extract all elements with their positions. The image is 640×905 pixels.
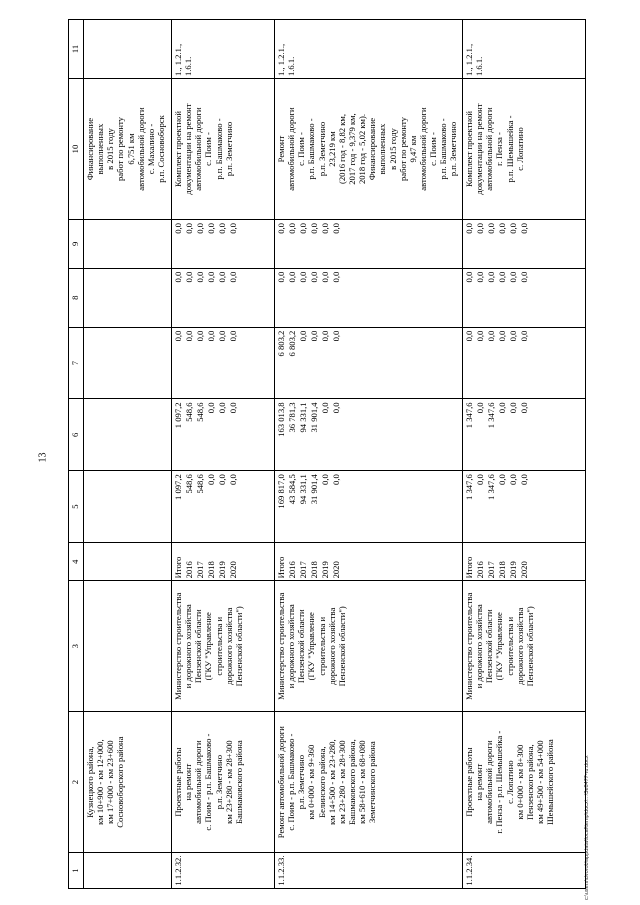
other-amount-cell: [172, 220, 275, 269]
cell-line: 0,0: [217, 330, 227, 342]
cell-line: дорожного хозяйства: [223, 607, 234, 685]
cell-line: Комплект проектной: [464, 111, 474, 188]
cell-line: 0,0: [195, 223, 205, 234]
cell-line: и дорожного хозяйства: [286, 604, 297, 689]
cell-line: Итого: [464, 556, 474, 579]
cell-line: строительства и: [504, 616, 515, 676]
cell-line: 0,0: [320, 271, 330, 283]
cell-line: 0,0: [486, 271, 496, 283]
cell-line: 0,0: [486, 223, 496, 234]
municipal-amount-cell: [84, 268, 172, 327]
cell-line: р.п. Земетчино: [316, 121, 327, 177]
indicator-link-cell: [275, 20, 463, 79]
cell-line: р.п. Башмаково -: [213, 118, 224, 180]
cell-line: работ по ремонту: [115, 117, 126, 182]
cell-line: 9,47 км: [407, 135, 418, 163]
cell-line: 0,0: [508, 402, 518, 414]
cell-line: 1.6.1.: [474, 56, 485, 77]
other-amount-cell: [84, 220, 172, 269]
cell-line: Итого: [276, 556, 286, 579]
cell-line: 2018: [206, 561, 216, 579]
cell-line: км 0+000 - км 9+360: [306, 744, 317, 820]
regional-amount-cell: [84, 327, 172, 399]
cell-line: 169 817,0: [276, 474, 286, 509]
cell-line: 2017: [486, 561, 496, 579]
cell-line: км 49+500 - км 54+000: [534, 740, 545, 824]
cell-line: 6 803,2: [287, 330, 297, 357]
cell-line: 1., 1.2.1.,: [276, 43, 286, 77]
cell-line: 0,0: [184, 223, 194, 234]
cell-line: автомобильной дороги: [484, 740, 495, 824]
cell-line: 2019: [508, 561, 518, 579]
cell-line: Ремонт: [276, 135, 286, 163]
cell-line: р.п. Земетчино: [448, 121, 459, 177]
cell-line: строительства и: [316, 616, 327, 676]
cell-line: 0,0: [276, 271, 286, 283]
table-row: [463, 20, 586, 889]
year-cell: [275, 542, 463, 580]
header-cell: 2: [69, 712, 84, 853]
cell-line: с. Лопатино: [504, 760, 515, 804]
cell-line: 31 901,4: [309, 474, 319, 505]
cell-line: 0,0: [508, 330, 518, 342]
cell-line: 0,0: [217, 271, 227, 283]
cell-line: на ремонт: [183, 763, 194, 801]
cell-line: 23,219 км: [326, 131, 337, 167]
cell-line: 6,751 км: [125, 133, 136, 165]
year-cell: [84, 542, 172, 580]
cell-line: 0,0: [320, 223, 330, 234]
cell-line: 0,0: [519, 402, 529, 414]
cell-line: 0,0: [320, 330, 330, 342]
page-number: 13: [37, 452, 49, 463]
cell-line: с. Махалино -: [145, 123, 156, 175]
cell-line: 0,0: [298, 330, 308, 342]
cell-line: Пензенской области"): [336, 606, 347, 687]
cell-line: Комплект проектной: [173, 111, 183, 188]
cell-line: Пензенского района,: [524, 744, 535, 820]
indicator-link-cell: [172, 20, 275, 79]
cell-line: км 10+900 - км 12+000,: [95, 739, 106, 825]
measure-name-cell: [84, 712, 172, 853]
cell-line: 1., 1.2.1.,: [464, 43, 474, 77]
expected-result-cell: [275, 79, 463, 220]
cell-line: 0,0: [497, 402, 507, 414]
cell-line: 0,0: [331, 402, 341, 414]
cell-line: 0,0: [309, 271, 319, 283]
cell-line: 0,0: [475, 402, 485, 414]
file-path-footer: [584, 755, 590, 901]
expected-result-cell: [463, 79, 586, 220]
cell-line: и дорожного хозяйства: [474, 604, 485, 689]
expected-result-cell: [84, 79, 172, 220]
cell-line: автомобильной дороги: [193, 107, 204, 191]
cell-line: р.п. Башмаково -: [438, 118, 449, 180]
cell-line: р.п. Земетчино: [223, 121, 234, 177]
regional-amount-cell: [172, 327, 275, 399]
cell-line: 0,0: [184, 271, 194, 283]
cell-line: автомобильной дороги: [135, 107, 146, 191]
measure-name-cell: [172, 712, 275, 853]
cell-line: 0,0: [508, 474, 518, 485]
cell-line: 1 347,6: [464, 474, 474, 500]
cell-line: 0,0: [519, 474, 529, 485]
cell-line: (2016 год - 8,82 км,: [336, 114, 347, 185]
cell-line: 548,6: [184, 402, 194, 422]
cell-line: 0,0: [475, 474, 485, 485]
cell-line: Башмаковского района,: [346, 739, 357, 826]
cell-line: 0,0: [173, 330, 183, 342]
cell-line: р.п. Башмаково -: [306, 118, 317, 180]
cell-line: Министерство строительства: [173, 592, 183, 700]
row-number-cell: 1.1.2.34.: [463, 853, 586, 889]
cell-line: 6 803,2: [276, 330, 286, 357]
cell-line: дорожного хозяйства: [514, 607, 525, 685]
cell-line: 1 347,6: [486, 474, 496, 500]
cell-line: 0,0: [206, 330, 216, 342]
cell-line: с. Поим - р.п. Башмаково -: [286, 733, 297, 831]
cell-line: и дорожного хозяйства: [183, 604, 194, 689]
total-amount-cell: [463, 471, 586, 543]
cell-line: 0,0: [464, 223, 474, 234]
cell-line: (ГКУ "Управление: [494, 612, 505, 681]
cell-line: 0,0: [298, 271, 308, 283]
regional-amount-cell: [463, 327, 586, 399]
cell-line: 0,0: [228, 402, 238, 414]
header-cell: 6: [69, 399, 84, 471]
cell-line: документации на ремонт: [183, 103, 194, 195]
cell-line: 0,0: [497, 223, 507, 234]
cell-line: 43 584,5: [287, 474, 297, 505]
cell-line: 2017 год - 9,379 км,: [346, 113, 357, 185]
cell-line: 0,0: [228, 474, 238, 485]
cell-line: Финансирование: [367, 117, 378, 181]
cell-line: г. Пенза - р.п. Шемышейка -: [494, 730, 505, 834]
cell-line: км 14+500 - км 23+280,: [326, 739, 337, 825]
cell-line: Белинского района,: [316, 746, 327, 818]
cell-line: Финансирование: [85, 117, 95, 181]
cell-line: на ремонт: [474, 763, 485, 801]
header-cell: 5: [69, 471, 84, 543]
cell-line: 0,0: [206, 402, 216, 414]
cell-line: 2018 год - 5,02 км).: [357, 114, 368, 185]
cell-line: 0,0: [173, 271, 183, 283]
cell-line: 2016: [184, 561, 194, 579]
cell-line: Проектные работы: [464, 747, 474, 817]
cell-line: Башмаковского района: [233, 740, 244, 824]
cell-line: Сосновоборского района: [115, 736, 126, 828]
cell-line: 0,0: [486, 330, 496, 342]
cell-line: 0,0: [519, 223, 529, 234]
cell-line: Министерство строительства: [464, 592, 474, 700]
table-row: [275, 20, 463, 889]
cell-line: км 17+000 - км 23+600: [105, 740, 116, 824]
cell-line: 0,0: [184, 330, 194, 342]
cell-line: Итого: [173, 556, 183, 579]
cell-line: 0,0: [217, 474, 227, 485]
cell-line: 1 097,2: [173, 402, 183, 429]
indicator-link-cell: [84, 20, 172, 79]
cell-line: 1.6.1.: [286, 56, 297, 77]
municipal-amount-cell: [172, 268, 275, 327]
cell-line: (ГКУ "Управление: [306, 612, 317, 681]
cell-line: 0,0: [320, 402, 330, 414]
cell-line: 0,0: [331, 474, 341, 485]
cell-line: р.п. Земетчино: [213, 754, 224, 810]
cell-line: 0,0: [497, 271, 507, 283]
cell-line: 0,0: [228, 330, 238, 342]
cell-line: 0,0: [206, 271, 216, 283]
cell-line: г. Пенза -: [494, 132, 505, 166]
cell-line: 2018: [309, 561, 319, 579]
cell-line: Пензенской области: [484, 609, 495, 684]
cell-line: 31 901,4: [309, 402, 319, 433]
cell-line: 0,0: [519, 271, 529, 283]
header-cell: 11: [69, 20, 84, 79]
cell-line: 0,0: [217, 402, 227, 414]
measure-name-cell: [275, 712, 463, 853]
cell-line: км 58+610 - км 68+080: [357, 740, 368, 824]
header-row: [69, 20, 84, 889]
cell-line: с. Лопатино: [514, 127, 525, 171]
cell-line: 0,0: [298, 223, 308, 234]
cell-line: автомобильной дороги: [193, 740, 204, 824]
regional-amount-cell: [275, 327, 463, 399]
federal-amount-cell: [463, 399, 586, 471]
cell-line: км 23+280 - км 28+300: [223, 740, 234, 824]
cell-line: дорожного хозяйства: [326, 607, 337, 685]
cell-line: 0,0: [464, 271, 474, 283]
header-cell: 8: [69, 268, 84, 327]
cell-line: выполненных: [95, 123, 106, 175]
cell-line: Министерство строительства: [276, 592, 286, 700]
measure-name-cell: [463, 712, 586, 853]
year-cell: [172, 542, 275, 580]
cell-line: км 0+000 - км 8+300: [514, 744, 525, 820]
federal-amount-cell: [84, 399, 172, 471]
customer-cell: [275, 581, 463, 712]
cell-line: 0,0: [331, 330, 341, 342]
cell-line: 163 013,8: [276, 402, 286, 437]
row-number-cell: [84, 853, 172, 889]
federal-amount-cell: [275, 399, 463, 471]
cell-line: 1 347,6: [464, 402, 474, 429]
cell-line: 0,0: [497, 474, 507, 485]
indicator-link-cell: [463, 20, 586, 79]
other-amount-cell: [463, 220, 586, 269]
cell-line: Пензенской области: [296, 609, 307, 684]
cell-line: Земетчинского района: [367, 741, 378, 823]
cell-line: 0,0: [228, 271, 238, 283]
header-cell: 1: [69, 853, 84, 889]
table-row: [84, 20, 172, 889]
cell-line: в 2015 году: [105, 128, 116, 170]
cell-line: 0,0: [309, 223, 319, 234]
row-number-cell: 1.1.2.32.: [172, 853, 275, 889]
cell-line: документации на ремонт: [474, 103, 485, 195]
cell-line: Шемышейского района: [545, 739, 556, 826]
total-amount-cell: [84, 471, 172, 543]
municipal-amount-cell: [275, 268, 463, 327]
cell-line: 0,0: [287, 223, 297, 234]
cell-line: с. Поим -: [296, 132, 307, 166]
year-cell: [463, 542, 586, 580]
cell-line: 0,0: [276, 223, 286, 234]
cell-line: 2020: [228, 561, 238, 579]
cell-line: строительства и: [213, 616, 224, 676]
cell-line: 0,0: [228, 223, 238, 234]
federal-amount-cell: [172, 399, 275, 471]
cell-line: Пензенской области"): [524, 606, 535, 687]
cell-line: выполненных: [377, 123, 388, 175]
file-path-text: c:\users\dvorob\appdata\local\temp\docx\...\3e8477-ru.docx: [584, 755, 590, 900]
cell-line: 2020: [331, 561, 341, 579]
customer-cell: [172, 581, 275, 712]
cell-line: 94 331,1: [298, 402, 308, 433]
cell-line: Проектные работы: [173, 747, 183, 817]
cell-line: 2016: [287, 561, 297, 579]
cell-line: 2016: [475, 561, 485, 579]
municipal-amount-cell: [463, 268, 586, 327]
cell-line: 0,0: [320, 474, 330, 485]
cell-line: 0,0: [217, 223, 227, 234]
cell-line: 0,0: [206, 474, 216, 485]
cell-line: 0,0: [519, 330, 529, 342]
cell-line: с. Поим - р.п. Башмаково -: [203, 733, 214, 831]
total-amount-cell: [172, 471, 275, 543]
cell-line: 0,0: [508, 271, 518, 283]
cell-line: 0,0: [195, 330, 205, 342]
cell-line: 1., 1.2.1.,: [173, 43, 183, 77]
customer-cell: [84, 581, 172, 712]
cell-line: р.п. Земетчино: [296, 754, 307, 810]
cell-line: 0,0: [475, 223, 485, 234]
cell-line: в 2015 году: [387, 128, 398, 170]
cell-line: с. Поим -: [428, 132, 439, 166]
cell-line: 0,0: [331, 271, 341, 283]
cell-line: 0,0: [497, 330, 507, 342]
cell-line: 94 331,1: [298, 474, 308, 505]
cell-line: 0,0: [173, 223, 183, 234]
cell-line: автомобильной дороги: [417, 107, 428, 191]
cell-line: 548,6: [195, 402, 205, 422]
rotated-table-sheet: [68, 19, 588, 889]
header-cell: 4: [69, 542, 84, 580]
cell-line: автомобильной дороги: [286, 107, 297, 191]
cell-line: автомобильной дороги: [484, 107, 495, 191]
cell-line: 1 097,2: [173, 474, 183, 500]
cell-line: р.п. Сосновоборск: [155, 115, 166, 183]
cell-line: 0,0: [331, 223, 341, 234]
cell-line: Пензенской области"): [233, 606, 244, 687]
cell-line: 36 781,3: [287, 402, 297, 433]
header-cell: 7: [69, 327, 84, 399]
cell-line: 0,0: [508, 223, 518, 234]
cell-line: Ремонт автомобильной дороги: [276, 726, 286, 839]
cell-line: 0,0: [206, 223, 216, 234]
cell-line: 0,0: [464, 330, 474, 342]
other-amount-cell: [275, 220, 463, 269]
cell-line: 1.6.1.: [183, 56, 194, 77]
cell-line: 2017: [195, 561, 205, 579]
header-cell: 9: [69, 220, 84, 269]
cell-line: с. Поим -: [203, 132, 214, 166]
cell-line: км 23+280 - км 28+300: [336, 740, 347, 824]
table-row: [172, 20, 275, 889]
cell-line: р.п. Шемышейка -: [504, 115, 515, 183]
header-cell: 10: [69, 79, 84, 220]
cell-line: (ГКУ "Управление: [203, 612, 214, 681]
header-cell: 3: [69, 581, 84, 712]
cell-line: 548,6: [195, 474, 205, 494]
expected-result-cell: [172, 79, 275, 220]
cell-line: 2017: [298, 561, 308, 579]
cell-line: 1 347,6: [486, 402, 496, 429]
program-measures-table: [68, 19, 586, 889]
cell-line: 0,0: [195, 271, 205, 283]
cell-line: 2019: [320, 561, 330, 579]
cell-line: 0,0: [475, 330, 485, 342]
total-amount-cell: [275, 471, 463, 543]
customer-cell: [463, 581, 586, 712]
cell-line: 0,0: [309, 330, 319, 342]
cell-line: 2019: [217, 561, 227, 579]
cell-line: 0,0: [287, 271, 297, 283]
cell-line: 2020: [519, 561, 529, 579]
cell-line: работ по ремонту: [397, 117, 408, 182]
cell-line: 548,6: [184, 474, 194, 494]
cell-line: 0,0: [475, 271, 485, 283]
cell-line: 2018: [497, 561, 507, 579]
row-number-cell: 1.1.2.33.: [275, 853, 463, 889]
cell-line: Пензенской области: [193, 609, 204, 684]
cell-line: Кузнецкого района,: [85, 746, 95, 818]
